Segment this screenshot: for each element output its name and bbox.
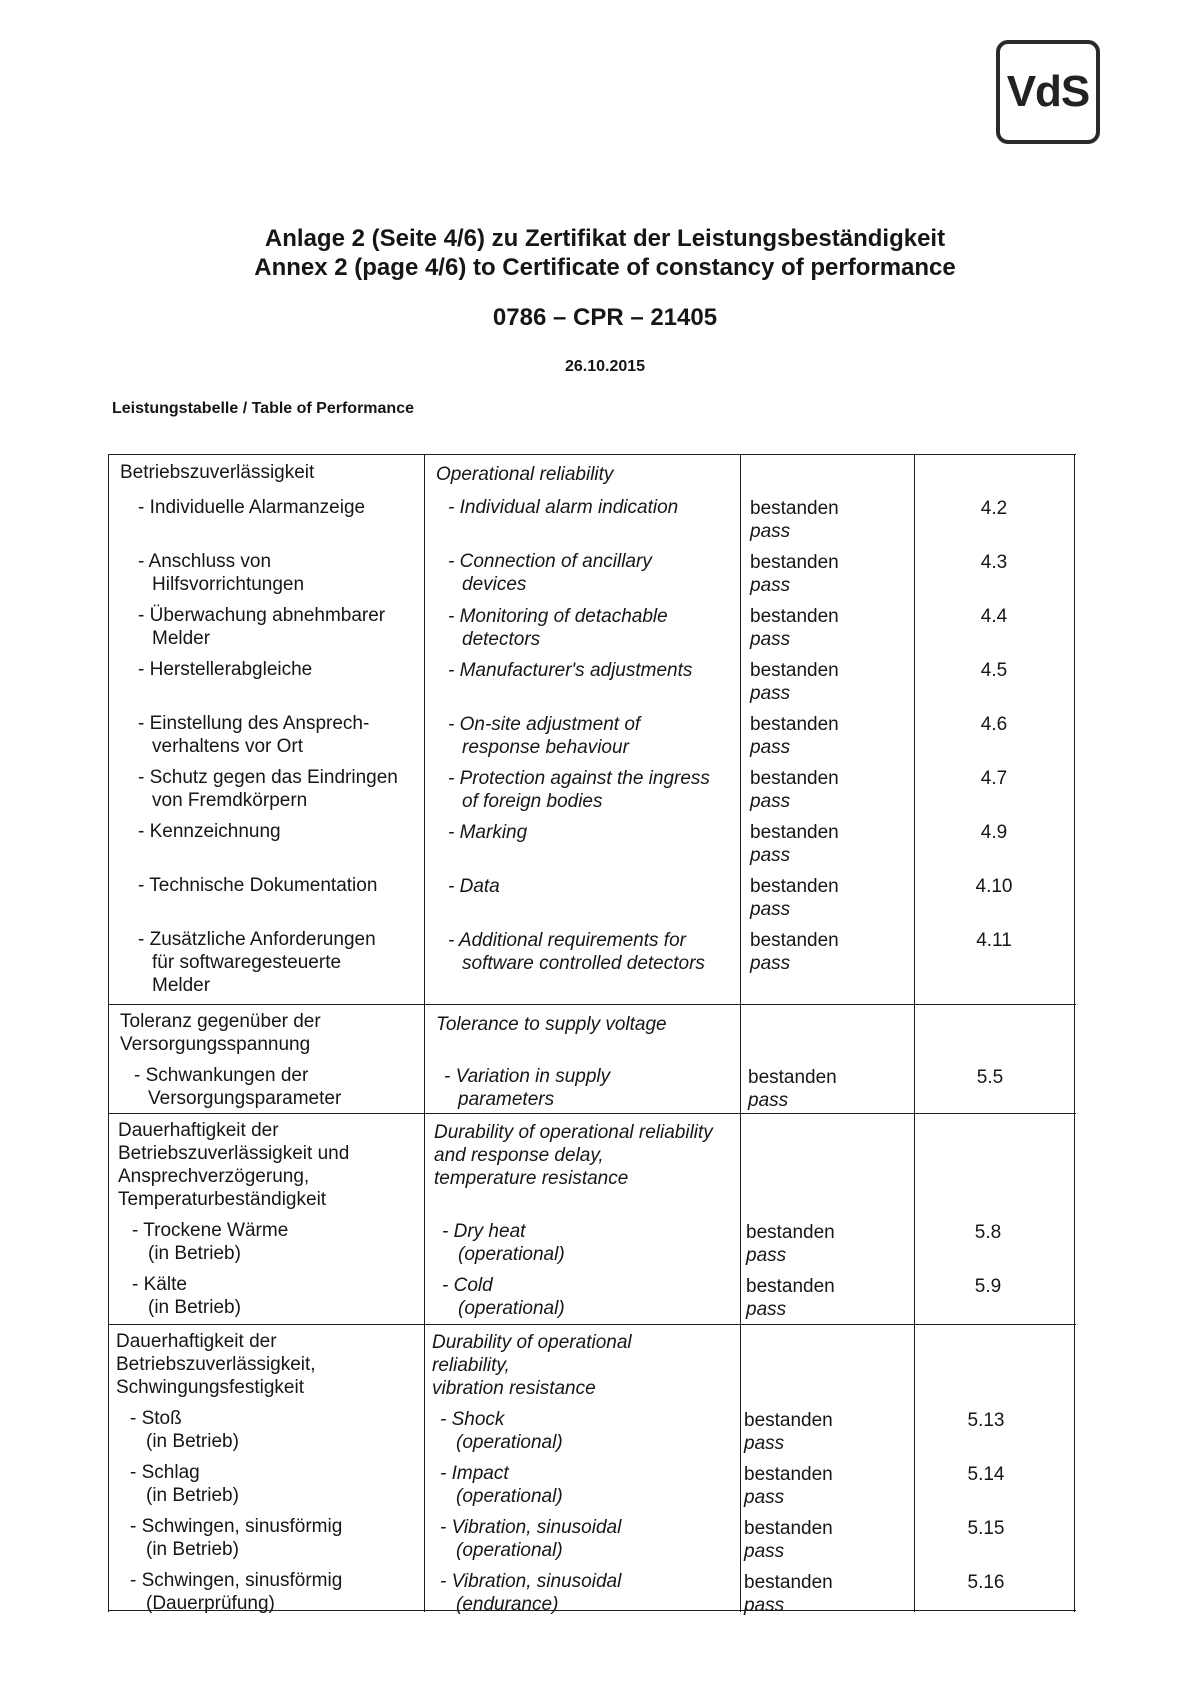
item-en: - Impact [440, 1463, 509, 1484]
result-en: pass [750, 899, 791, 920]
column-divider-1 [424, 454, 425, 1612]
group-title-en: and response delay, [434, 1145, 604, 1166]
item-de: (in Betrieb) [146, 1539, 239, 1560]
result-de: bestanden [746, 1276, 835, 1297]
column-divider-3 [914, 454, 915, 1612]
item-en: - Monitoring of detachable [448, 606, 668, 627]
clause-number: 5.15 [967, 1518, 1005, 1539]
performance-table [108, 454, 1076, 1616]
result-de: bestanden [744, 1572, 833, 1593]
table-border-left [108, 454, 109, 1612]
item-en: parameters [458, 1089, 555, 1110]
vds-logo-text: VdS [1006, 67, 1090, 116]
result-en: pass [744, 1541, 785, 1562]
result-de: bestanden [748, 1067, 837, 1088]
group-title-en: Durability of operational [432, 1332, 632, 1353]
item-de: (in Betrieb) [146, 1485, 239, 1506]
result-en: pass [750, 791, 791, 812]
result-en: pass [750, 629, 791, 650]
clause-number: 4.7 [980, 768, 1008, 789]
item-de: - Trockene Wärme [132, 1220, 289, 1241]
item-en: - Marking [448, 822, 528, 843]
item-de: - Schwingen, sinusförmig [130, 1516, 343, 1537]
item-de: (in Betrieb) [146, 1431, 239, 1452]
result-de: bestanden [750, 498, 839, 519]
group-title-de: Betriebszuverlässigkeit und [118, 1143, 350, 1164]
result-de: bestanden [750, 822, 839, 843]
result-en: pass [750, 575, 791, 596]
item-de: - Schwingen, sinusförmig [130, 1570, 343, 1591]
item-en: - Vibration, sinusoidal [440, 1517, 622, 1538]
group-divider-1 [108, 1004, 1076, 1005]
item-en: - Dry heat [442, 1221, 526, 1242]
clause-number: 4.10 [975, 876, 1013, 897]
item-de: - Einstellung des Ansprech- [138, 713, 370, 734]
clause-number: 4.2 [980, 498, 1008, 519]
item-de: - Schutz gegen das Eindringen [138, 767, 398, 788]
result-en: pass [750, 521, 791, 542]
clause-number: 4.3 [980, 552, 1008, 573]
group-title-de: Betriebszuverlässigkeit, [116, 1354, 316, 1375]
item-de: - Technische Dokumentation [138, 875, 378, 896]
item-de: Hilfsvorrichtungen [152, 574, 305, 595]
clause-number: 4.6 [980, 714, 1008, 735]
group-title-de: Temperaturbeständigkeit [118, 1189, 327, 1210]
result-de: bestanden [750, 552, 839, 573]
clause-number: 5.16 [967, 1572, 1005, 1593]
item-en: (operational) [456, 1540, 563, 1561]
result-de: bestanden [746, 1222, 835, 1243]
item-en: - Shock [440, 1409, 505, 1430]
item-de: verhaltens vor Ort [152, 736, 303, 757]
item-en: software controlled detectors [462, 953, 705, 974]
group-title-en: Tolerance to supply voltage [436, 1014, 667, 1035]
item-de: für softwaregesteuerte [152, 952, 342, 973]
item-de: - Herstellerabgleiche [138, 659, 313, 680]
group-title-de: Versorgungsspannung [120, 1034, 311, 1055]
table-caption: Leistungstabelle / Table of Performance [112, 400, 414, 417]
clause-number: 4.5 [980, 660, 1008, 681]
item-de: (Dauerprüfung) [146, 1593, 275, 1614]
item-de: - Schlag [130, 1462, 200, 1483]
item-en: - Connection of ancillary [448, 551, 652, 572]
item-en: (operational) [458, 1298, 565, 1319]
group-title-de: Toleranz gegenüber der [120, 1011, 321, 1032]
clause-number: 5.14 [967, 1464, 1005, 1485]
result-en: pass [750, 683, 791, 704]
group-title-en: reliability, [432, 1355, 510, 1376]
result-en: pass [744, 1595, 785, 1616]
item-de: - Stoß [130, 1408, 182, 1429]
item-en: - On-site adjustment of [448, 714, 641, 735]
certificate-number: 0786 – CPR – 21405 [492, 304, 718, 331]
table-border-right [1074, 454, 1075, 1612]
result-de: bestanden [750, 660, 839, 681]
item-de: - Schwankungen der [134, 1065, 309, 1086]
item-de: (in Betrieb) [148, 1297, 241, 1318]
result-en: pass [746, 1299, 787, 1320]
group-title-de: Ansprechverzögerung, [118, 1166, 310, 1187]
item-en: response behaviour [462, 737, 629, 758]
result-de: bestanden [750, 876, 839, 897]
item-en: detectors [462, 629, 541, 650]
item-de: von Fremdkörpern [152, 790, 308, 811]
item-en: - Additional requirements for [448, 930, 686, 951]
document-heading [0, 224, 1190, 282]
result-de: bestanden [750, 606, 839, 627]
clause-number: 4.9 [980, 822, 1008, 843]
group-divider-2 [108, 1113, 1076, 1114]
item-en: - Cold [442, 1275, 493, 1296]
item-de: Versorgungsparameter [148, 1088, 342, 1109]
result-de: bestanden [744, 1518, 833, 1539]
result-en: pass [744, 1487, 785, 1508]
group-title-de: Dauerhaftigkeit der [116, 1331, 277, 1352]
result-en: pass [746, 1245, 787, 1266]
document-date: 26.10.2015 [564, 358, 646, 375]
result-de: bestanden [750, 930, 839, 951]
item-en: (operational) [456, 1486, 563, 1507]
item-en: - Individual alarm indication [448, 497, 679, 518]
item-en: - Manufacturer's adjustments [448, 660, 693, 681]
group-title-en: temperature resistance [434, 1168, 629, 1189]
column-divider-2 [740, 454, 741, 1612]
item-de: - Zusätzliche Anforderungen [138, 929, 376, 950]
item-en: (operational) [456, 1432, 563, 1453]
group-title-de: Betriebszuverlässigkeit [120, 462, 315, 483]
vds-logo [996, 40, 1100, 144]
group-title-de: Dauerhaftigkeit der [118, 1120, 279, 1141]
clause-number: 5.8 [974, 1222, 1002, 1243]
item-en: of foreign bodies [462, 791, 603, 812]
item-de: Melder [152, 975, 211, 996]
result-de: bestanden [750, 768, 839, 789]
table-border-top [108, 454, 1076, 455]
item-de: - Anschluss von [138, 551, 272, 572]
group-title-en: Operational reliability [436, 464, 614, 485]
item-en: (endurance) [456, 1594, 559, 1615]
result-en: pass [748, 1090, 789, 1111]
item-en: devices [462, 574, 527, 595]
clause-number: 5.13 [967, 1410, 1005, 1431]
clause-number: 5.5 [976, 1067, 1004, 1088]
result-de: bestanden [744, 1410, 833, 1431]
item-de: - Individuelle Alarmanzeige [138, 497, 366, 518]
group-title-de: Schwingungsfestigkeit [116, 1377, 304, 1398]
item-en: - Variation in supply [444, 1066, 611, 1087]
result-de: bestanden [744, 1464, 833, 1485]
item-de: - Überwachung abnehmbarer [138, 605, 386, 626]
result-en: pass [750, 737, 791, 758]
item-de: Melder [152, 628, 211, 649]
result-de: bestanden [750, 714, 839, 735]
group-title-en: vibration resistance [432, 1378, 596, 1399]
item-en: - Vibration, sinusoidal [440, 1571, 622, 1592]
clause-number: 4.4 [980, 606, 1008, 627]
result-en: pass [744, 1433, 785, 1454]
clause-number: 4.11 [976, 930, 1012, 951]
result-en: pass [750, 953, 791, 974]
item-en: - Data [448, 876, 500, 897]
item-en: - Protection against the ingress [448, 768, 710, 789]
heading-english: Annex 2 (page 4/6) to Certificate of constancy of performance [254, 254, 956, 281]
item-de: - Kälte [132, 1274, 187, 1295]
group-divider-3 [108, 1324, 1076, 1325]
result-en: pass [750, 845, 791, 866]
heading-german: Anlage 2 (Seite 4/6) zu Zertifikat der Leistungsbeständigkeit [264, 225, 946, 252]
item-de: - Kennzeichnung [138, 821, 281, 842]
item-en: (operational) [458, 1244, 565, 1265]
item-de: (in Betrieb) [148, 1243, 241, 1264]
group-title-en: Durability of operational reliability [434, 1122, 713, 1143]
clause-number: 5.9 [974, 1276, 1002, 1297]
